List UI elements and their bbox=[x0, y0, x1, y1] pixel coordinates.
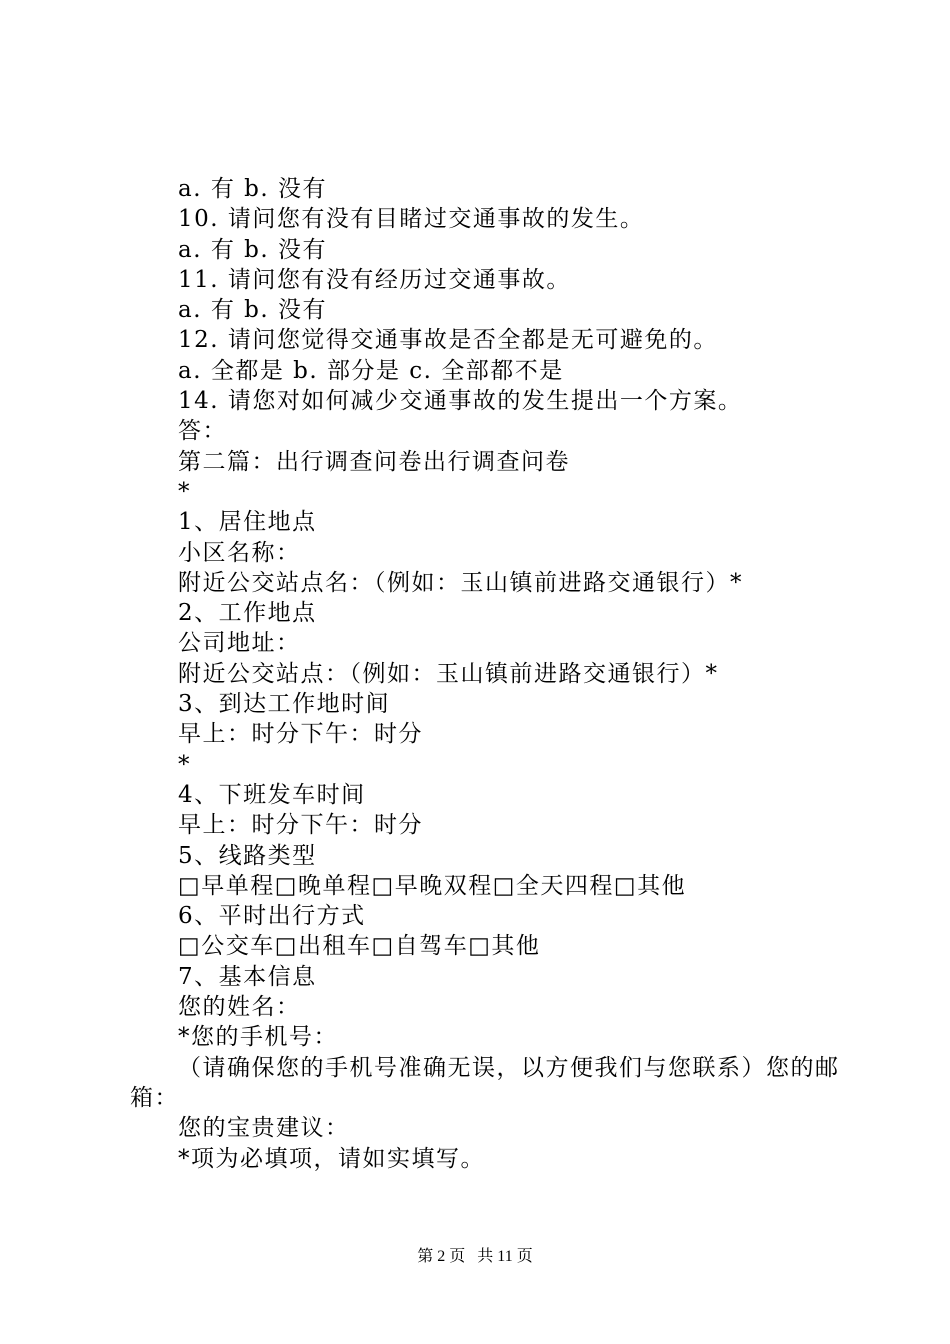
text-line: 早上：时分下午：时分 bbox=[178, 812, 423, 839]
text-line: 附近公交站点：（例如：玉山镇前进路交通银行）* bbox=[178, 660, 719, 687]
text-line: 1、居住地点 bbox=[178, 509, 317, 536]
text-line: 公司地址： bbox=[178, 630, 301, 657]
question-12: 12. 请问您觉得交通事故是否全都是无可避免的。 bbox=[178, 327, 718, 354]
question-11: 11. 请问您有没有经历过交通事故。 bbox=[178, 266, 571, 293]
text-line: * bbox=[178, 478, 191, 505]
text-line: 您的姓名： bbox=[178, 994, 301, 1021]
text-line: a. 有 b. 没有 bbox=[178, 297, 327, 324]
text-line: 早上：时分下午：时分 bbox=[178, 721, 423, 748]
page-total: 共 11 页 bbox=[477, 1248, 533, 1265]
text-line: 答： bbox=[178, 418, 227, 445]
wrapped-paragraph: （请确保您的手机号准确无误，以方便我们与您联系）您的邮箱： bbox=[130, 1054, 840, 1111]
text-line: *您的手机号： bbox=[178, 1024, 338, 1051]
document-body bbox=[130, 174, 840, 1174]
page-footer bbox=[0, 1243, 950, 1266]
text-line: 5、线路类型 bbox=[178, 842, 317, 869]
text-line: 3、到达工作地时间 bbox=[178, 691, 391, 718]
page-number: 第 2 页 bbox=[417, 1248, 466, 1265]
text-line: 4、下班发车时间 bbox=[178, 781, 366, 808]
text-line: a. 全都是 b. 部分是 c. 全部都不是 bbox=[178, 357, 564, 384]
text-line: 6、平时出行方式 bbox=[178, 903, 366, 930]
text-line: 附近公交站点名：（例如：玉山镇前进路交通银行）* bbox=[178, 569, 743, 596]
text-line: 7、基本信息 bbox=[178, 963, 317, 990]
text-line: a. 有 b. 没有 bbox=[178, 236, 327, 263]
text-line: a. 有 b. 没有 bbox=[178, 176, 327, 202]
question-10: 10. 请问您有没有目睹过交通事故的发生。 bbox=[178, 206, 645, 233]
text-line: 小区名称： bbox=[178, 539, 301, 566]
text-line: 您的宝贵建议： bbox=[178, 1115, 350, 1142]
text-line: *项为必填项，请如实填写。 bbox=[178, 1145, 485, 1172]
text-line: □公交车□出租车□自驾车□其他 bbox=[178, 933, 541, 960]
question-14: 14. 请您对如何减少交通事故的发生提出一个方案。 bbox=[178, 388, 743, 415]
section-title: 第二篇：出行调查问卷出行调查问卷 bbox=[178, 448, 570, 475]
text-line: * bbox=[178, 751, 191, 778]
text-line: 2、工作地点 bbox=[178, 600, 317, 627]
text-line: □早单程□晚单程□早晚双程□全天四程□其他 bbox=[178, 872, 687, 899]
